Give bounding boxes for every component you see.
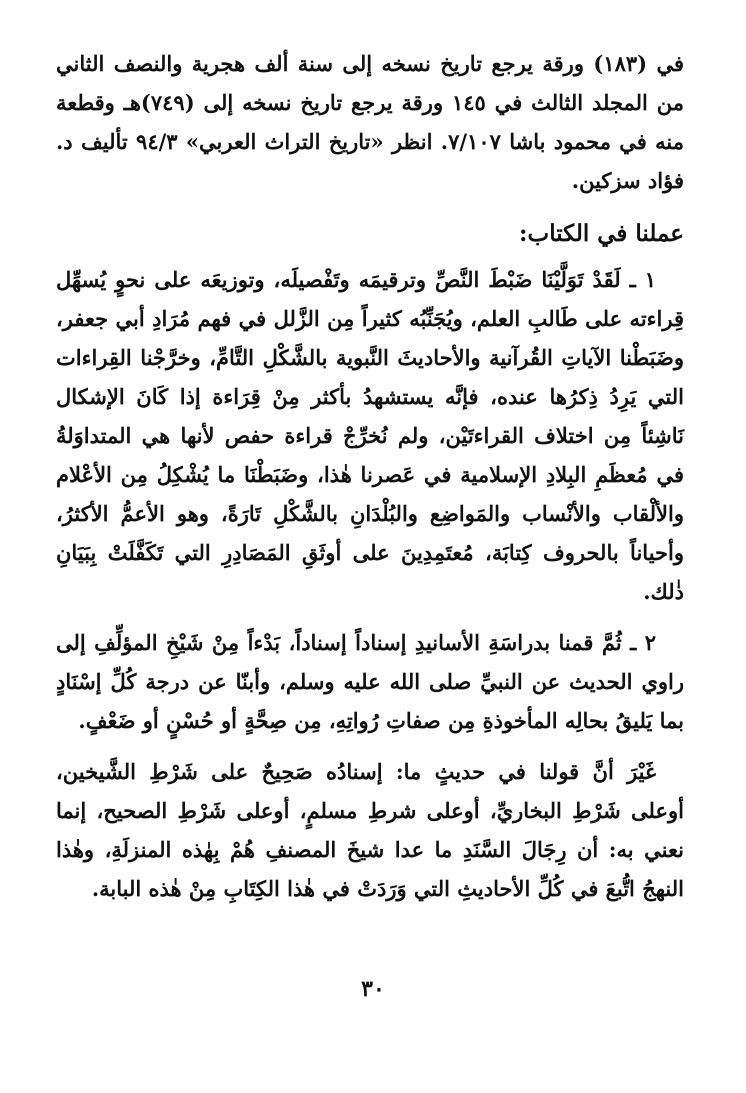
paragraph-gap — [56, 740, 684, 752]
note-paragraph: غَيْرَ أنَّ قولنا في حديثٍ ما: إسنادُه صَحِيحٌ على شَرْطِ الشَّيخين، أوعلى شَرْطِ البخاريِّ، أوعلى شرطِ مسلمٍ، أوعلى شَرْطِ الصحيح، إنما نعني به: أن رِجَالَ السَّنَدِ ما عدا شيخَ المصنفِ هُمْ بِهٰذه المنزلَةِ، وهٰذا النهجُ اتُّبعَ في كُلِّ الأحاديثِ التي وَرَدَتْ في هٰذا الكِتَابِ مِنْ هٰذه البابة. — [56, 759, 684, 901]
paragraph-gap — [56, 611, 684, 623]
item-2-paragraph: ٢ ـ ثُمَّ قمنا بدراسَةِ الأسانيدِ إسناداً إسناداً، بَدْءاً مِنْ شَيْخِ المؤلِّفِ إلى راوي الحديث عن النبيِّ صلى الله عليه وسلم، وأبنّا عن درجة كُلِّ إسْنَادٍ بما يَليقُ بحالِه المأخوذةِ مِن صفاتِ رُواتِهِ، مِن صِحَّةٍ أو حُسْنٍ أو ضَعْفٍ. — [56, 630, 684, 733]
item-1-paragraph: ١ ـ لَقَدْ تَوَلَّيْنَا ضَبْطَ النَّصِّ وترقيمَه وتَفْصيلَه، وتوزيعَه على نحوٍ يُسهِّل قِراءته على طَالبِ العلم، ويُجَنِّبُه كثيراً مِن الزَّلل في فهم مُرَادِ أبي جعفر، وضَبَطْنا الآياتِ القُرآنية والأحاديثَ النَّبوية بالشَّكْلِ التَّامِّ، وخرَّجْنا القِراءات التي يَرِدُ ذِكرُها عنده، فإنَّه يستشهدُ بأكثر مِنْ قِرَاءة إذا كَانَ الإشكال نَاشِئاً مِن اختلاف القراءتَيْن، ولم نُخرِّجْ قراءة حفص لأنها هي المتداوَلةُ في مُعظَمِ البِلادِ الإسلامية في عَصرنا هٰذا، وضَبَطْنَا ما يُشْكِلُ مِن الأعْلام والألْقاب والأنْساب والمَواضِع والبُلْدَانِ بالشَّكْلِ تَارَةً، وهو الأعمُّ الأكثرُ، وأحياناً بالحروف كِتابَة، مُعتَمِدِينَ على أوثَقِ المَصَادِرِ التي تَكَفَّلَتْ بِبَيَانِ ذٰلك. — [56, 267, 684, 604]
intro-paragraph: في (١٨٣) ورقة يرجع تاريخ نسخه إلى سنة ألف هجرية والنصف الثاني من المجلد الثالث في ١٤٥ ورقة يرجع تاريخ نسخه إلى (٧٤٩)هـ وقطعة منه في محمود باشا ٧/١٠٧. انظر «تاريخ التراث العربي» ٩٤/٣ تأليف د. فؤاد سزكين. — [56, 51, 684, 193]
document-page — [56, 44, 684, 1054]
page-number: ٣٠ — [361, 976, 385, 1002]
section-heading: عملنا في الكتاب: — [519, 220, 684, 247]
